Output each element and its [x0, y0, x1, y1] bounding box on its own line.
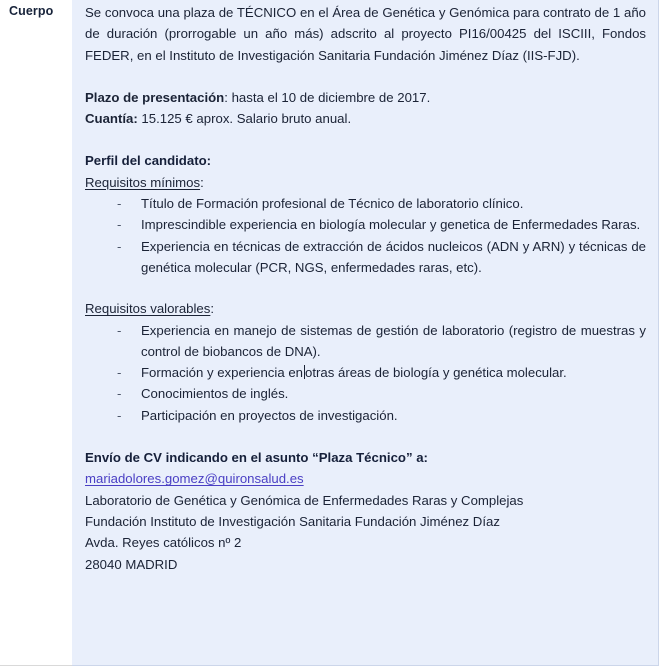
dash-bullet-icon: -	[117, 365, 122, 381]
profile-heading: Perfil del candidato:	[85, 153, 212, 169]
list-item	[85, 193, 646, 214]
dash-bullet-icon: -	[117, 322, 122, 338]
cv-submission-heading: Envío de CV indicando en el asunto “Plaza Técnico” a:	[85, 450, 428, 466]
minimum-requirements-heading-suffix: :	[200, 174, 204, 190]
list-item-text: Título de Formación profesional de Técnico de laboratorio clínico.	[141, 196, 524, 212]
spacer	[85, 66, 646, 87]
list-item-text: Experiencia en manejo de sistemas de gestión de laboratorio (registro de muestras y control de biobancos de DNA).	[141, 322, 646, 359]
desirable-requirements-heading-text: Requisitos valorables	[85, 301, 211, 317]
amount-value: 15.125 € aprox. Salario bruto anual.	[141, 111, 352, 127]
field-content-cell[interactable]	[72, 0, 659, 666]
minimum-requirements-list	[85, 193, 646, 278]
desirable-requirements-heading-suffix: :	[210, 301, 215, 317]
address-line: Laboratorio de Genética y Genómica de Enfermedades Raras y Complejas	[85, 492, 524, 508]
dash-bullet-icon: -	[117, 217, 122, 233]
list-item-text-before-caret: Formación y experiencia en	[141, 365, 303, 381]
list-item	[85, 320, 646, 363]
intro-paragraph: Se convoca una plaza de TÉCNICO en el Área de Genética y Genómica para contrato de 1 año de duración (prorrogable un año más) adscrito al proyecto PI16/00425 del ISCIII, Fondos FEDER, en el Instituto de Investigación Sanitaria Fundación Jiménez Díaz (IIS-FJD).	[85, 5, 646, 63]
dash-bullet-icon: -	[117, 407, 122, 423]
minimum-requirements-heading-text: Requisitos mínimos	[85, 174, 201, 190]
list-item-text-after-caret: otras áreas de biología y genética molecular.	[305, 365, 567, 381]
list-item-with-caret[interactable]	[85, 362, 646, 383]
deadline-label: Plazo de presentación	[85, 89, 225, 105]
address-line: 28040 MADRID	[85, 556, 178, 572]
deadline-separator: :	[224, 89, 232, 105]
email-line	[85, 468, 646, 489]
amount-line	[85, 108, 646, 129]
list-item-text: Experiencia en técnicas de extracción de ácidos nucleicos (ADN y ARN) y técnicas de genética molecular (PCR, NGS, enfermedades raras, etc).	[141, 238, 646, 275]
desirable-requirements-list	[85, 320, 646, 426]
list-item-text: Conocimientos de inglés.	[141, 386, 289, 402]
amount-label: Cuantía:	[85, 111, 138, 127]
spacer	[85, 129, 646, 150]
dash-bullet-icon: -	[117, 238, 122, 254]
list-item	[85, 383, 646, 404]
dash-bullet-icon: -	[117, 386, 122, 402]
email-link[interactable]: mariadolores.gomez@quironsalud.es	[85, 471, 304, 487]
minimum-requirements-heading	[85, 172, 646, 193]
list-item	[85, 236, 646, 279]
list-item	[85, 405, 646, 426]
desirable-requirements-heading	[85, 298, 646, 319]
list-item	[85, 214, 646, 235]
list-item-text: Participación en proyectos de investigación.	[141, 407, 398, 423]
dash-bullet-icon: -	[117, 196, 122, 212]
field-label-cuerpo: Cuerpo	[9, 4, 54, 18]
deadline-value: hasta el 10 de diciembre de 2017.	[231, 89, 431, 105]
list-item-text: Imprescindible experiencia en biología molecular y genetica de Enfermedades Raras.	[141, 217, 641, 233]
deadline-line	[85, 87, 646, 108]
spacer	[85, 426, 646, 447]
field-label-cell	[0, 0, 72, 666]
address-line: Fundación Instituto de Investigación Sanitaria Fundación Jiménez Díaz	[85, 513, 500, 529]
address-line: Avda. Reyes católicos nº 2	[85, 535, 242, 551]
spacer	[85, 278, 646, 298]
